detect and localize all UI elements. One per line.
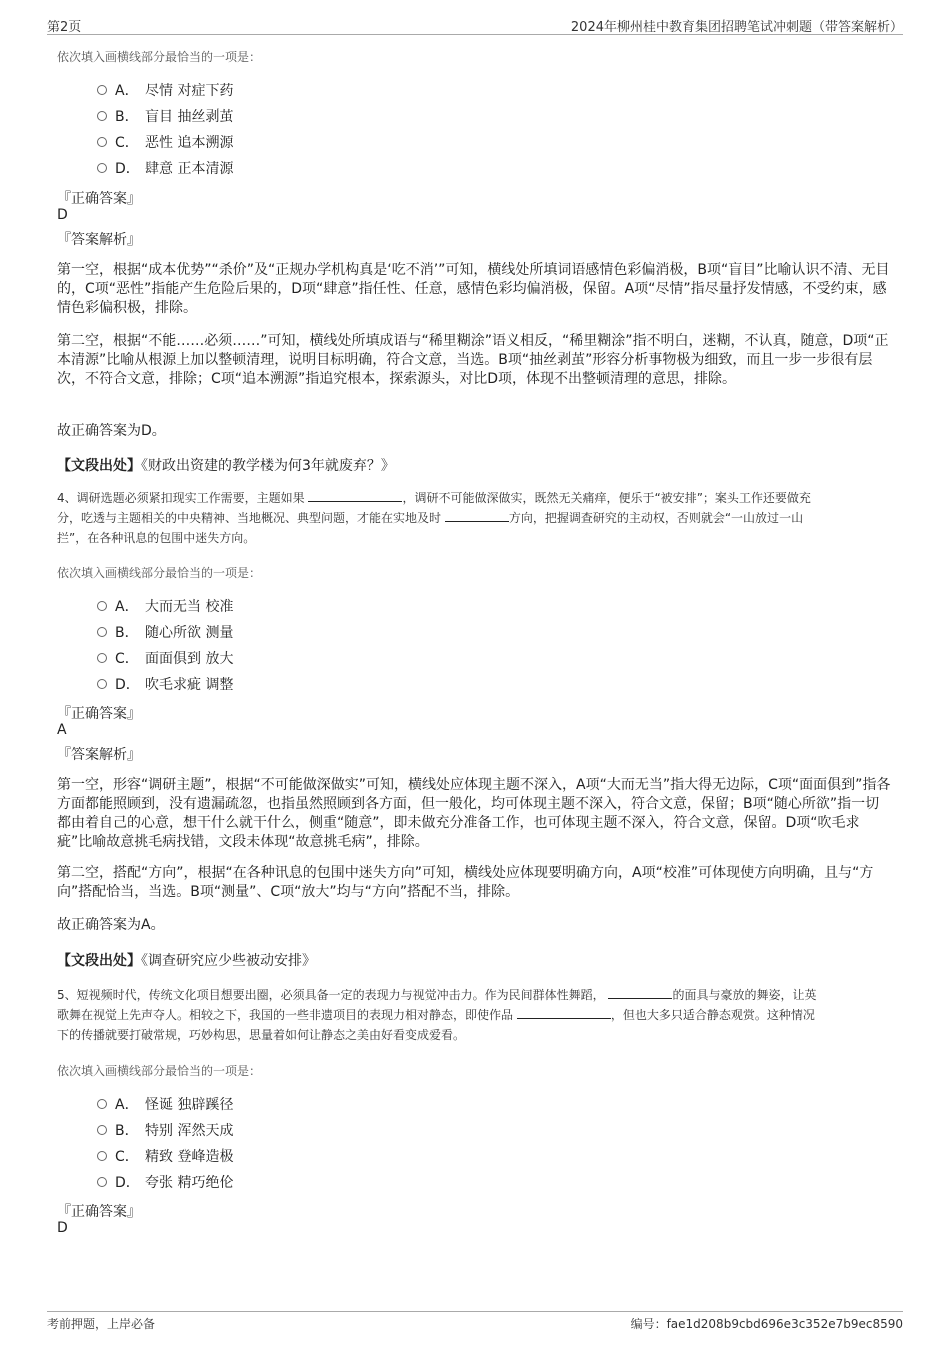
q5-option-c[interactable]: C． 精致 登峰造极 (97, 1147, 233, 1167)
q4-conclusion: 故正确答案为A。 (57, 917, 165, 933)
q3-analysis-p1: 第一空，根据“成本优势”“杀价”及“正规办学机构真是‘吃不消’”可知，横线处所填词语感情色彩偏消极，B项“盲目”比喻认识不清、无目的，C项“恶性”指能产生危险后果的，D项“肆意”指任性、任意，感情色彩均偏消极，保留。A项“尽情”指尽量抒发情感，不受约束，感情色彩偏积极，排除。 (57, 262, 890, 316)
radio-icon[interactable] (97, 1125, 107, 1135)
page-footer (47, 1311, 903, 1334)
q4-stem: 4、调研选题必须紧扣现实工作需要，主题如果 ，调研不可能做深做实，既然无关痛痒，便乐于“被安排”；案头工作还要做充 分，吃透与主题相关的中央精神、当地概况、典型问题，才能在实地及时 方向，把握调查研究的主动权，否则就会“一山放过一山 拦”，在各种讯息的包围中迷失方向。 (57, 491, 811, 545)
radio-icon[interactable] (97, 1177, 107, 1187)
q3-answer-label: 『正确答案』 (57, 191, 141, 207)
radio-icon[interactable] (97, 653, 107, 663)
q4-blank-1 (308, 489, 402, 502)
q4-option-c[interactable]: C． 面面俱到 放大 (97, 649, 233, 669)
radio-icon[interactable] (97, 85, 107, 95)
radio-icon[interactable] (97, 111, 107, 121)
q3-conclusion: 故正确答案为D。 (57, 423, 166, 439)
radio-icon[interactable] (97, 627, 107, 637)
q4-option-d[interactable]: D． 吹毛求疵 调整 (97, 675, 233, 695)
radio-icon[interactable] (97, 679, 107, 689)
q5-blank-2 (517, 1006, 611, 1019)
q5-instruction: 依次填入画横线部分最恰当的一项是： (57, 1064, 262, 1078)
footer-doc-id: 编号：fae1d208b9cbd696e3c352e7b9ec8590 (630, 1317, 903, 1331)
q4-source: 【文段出处】《调查研究应少些被动安排》 (57, 953, 316, 969)
footer-slogan: 考前押题，上岸必备 (47, 1317, 156, 1331)
radio-icon[interactable] (97, 137, 107, 147)
q4-option-a[interactable]: A． 大而无当 校准 (97, 597, 233, 617)
q5-option-d[interactable]: D． 夸张 精巧绝伦 (97, 1173, 233, 1193)
q4-option-b[interactable]: B． 随心所欲 测量 (97, 623, 233, 643)
q3-analysis-p2: 第二空，根据“不能……必须……”可知，横线处所填成语与“稀里糊涂”语义相反，“稀里糊涂”指不明白，迷糊，不认真，随意，D项“正本清源”比喻从根源上加以整顿清理，说明目标明确，符合文意，当选。B项“抽丝剥茧”形容分析事物极为细致，而且一步一步很有层次，不符合文意，排除；C项“追本溯源”指追究根本，探索源头，对比D项，体现不出整顿清理的意思，排除。 (57, 333, 889, 387)
q5-option-b[interactable]: B． 特别 浑然天成 (97, 1121, 233, 1141)
q3-option-b[interactable]: B． 盲目 抽丝剥茧 (97, 107, 233, 127)
radio-icon[interactable] (97, 163, 107, 173)
q5-answer: D (57, 1220, 68, 1236)
q5-option-a[interactable]: A． 怪诞 独辟蹊径 (97, 1095, 233, 1115)
q5-answer-label: 『正确答案』 (57, 1204, 141, 1220)
q3-option-d[interactable]: D． 肆意 正本清源 (97, 159, 233, 179)
q3-option-a[interactable]: A． 尽情 对症下药 (97, 81, 233, 101)
q4-instruction: 依次填入画横线部分最恰当的一项是： (57, 566, 262, 580)
doc-title: 2024年柳州桂中教育集团招聘笔试冲刺题（带答案解析） (570, 20, 903, 35)
q4-analysis-p2: 第二空，搭配“方向”，根据“在各种讯息的包围中迷失方向”可知，横线处应体现要明确方向，A项“校准”可体现使方向明确，且与“方向”搭配恰当，当选。B项“测量”、C项“放大”均与“方向”搭配不当，排除。 (57, 865, 874, 900)
q3-answer: D (57, 207, 68, 223)
page-header (47, 14, 903, 35)
q4-blank-2 (445, 509, 509, 522)
q3-source: 【文段出处】《财政出资建的教学楼为何3年就废弃？》 (57, 458, 395, 474)
q4-analysis-p1: 第一空，形容“调研主题”，根据“不可能做深做实”可知，横线处应体现主题不深入，A项“大而无当”指大得无边际，C项“面面俱到”指各方面都能照顾到，没有遗漏疏忽，也指虽然照顾到各方面，但一般化，均可体现主题不深入，符合文意，保留；B项“随心所欲”指一切都由着自己的心意，想干什么就干什么，侧重“随意”，即未做充分准备工作，也可体现主题不深入，符合文意，保留。D项“吹毛求疵”比喻故意挑毛病找错，文段未体现“故意挑毛病”，排除。 (57, 777, 891, 850)
q3-instruction: 依次填入画横线部分最恰当的一项是： (57, 50, 262, 64)
q4-answer-label: 『正确答案』 (57, 706, 141, 722)
q5-blank-1 (608, 986, 672, 999)
page-number: 第2页 (47, 20, 82, 35)
radio-icon[interactable] (97, 601, 107, 611)
radio-icon[interactable] (97, 1099, 107, 1109)
q3-analysis-label: 『答案解析』 (57, 232, 141, 248)
radio-icon[interactable] (97, 1151, 107, 1161)
q4-analysis-label: 『答案解析』 (57, 747, 141, 763)
q3-option-c[interactable]: C． 恶性 追本溯源 (97, 133, 233, 153)
q4-answer: A (57, 722, 67, 738)
q5-stem: 5、短视频时代，传统文化项目想要出圈，必须具备一定的表现力与视觉冲击力。作为民间群体性舞蹈， 的面具与豪放的舞姿，让英 歌舞在视觉上先声夺人。相较之下，我国的一些非遗项目的表现力相对静态，即使作品 ，但也大多只适合静态观赏。这种情况 下的传播就要打破常规，巧妙构思，思量着如何让静态之美由好看变成爱看。 (57, 988, 817, 1042)
